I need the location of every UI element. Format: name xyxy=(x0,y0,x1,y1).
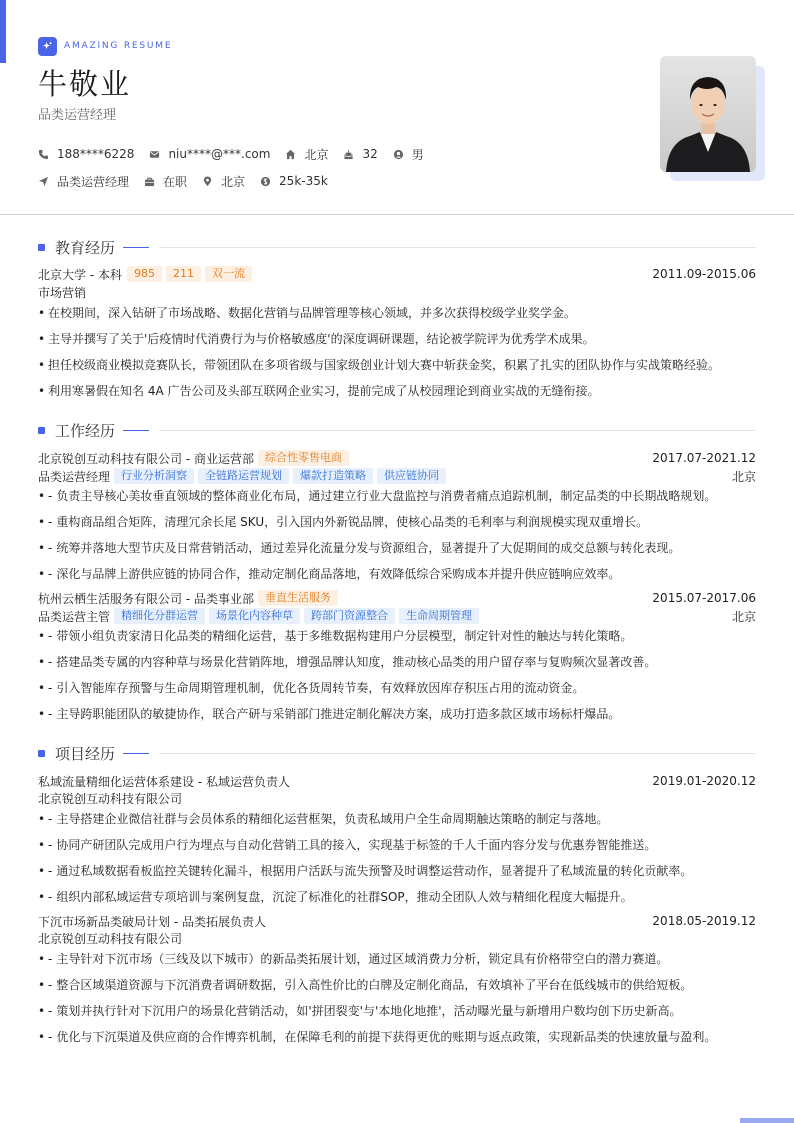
project-bullet: • - 主导针对下沉市场（三线及以下城市）的新品类拓展计划，通过区域消费力分析，锁定具有价格带空白的潜力赛道。 xyxy=(38,952,669,966)
education-header xyxy=(38,265,756,283)
accent-bar xyxy=(0,0,6,63)
project-bullet: • - 优化与下沉渠道及供应商的合作博弈机制，在保障毛利的前提下获得更优的账期与返点政策，实现新品类的快速放量与盈利。 xyxy=(38,1030,717,1044)
work-date: 2017.07-2021.12 xyxy=(652,451,756,465)
project-date: 2019.01-2020.12 xyxy=(652,774,756,788)
work-bullet: • - 负责主导核心美妆垂直领域的整体商业化布局，通过建立行业大盘监控与消费者痛点追踪机制，制定品类的中长期战略规划。 xyxy=(38,489,717,503)
skill-tag: 生命周期管理 xyxy=(399,608,479,624)
company-name: 北京锐创互动科技有限公司 - 商业运营部 xyxy=(38,451,254,466)
education-bullet: • 在校期间，深入钻研了市场战略、数据化营销与品牌管理等核心领域，并多次获得校级学业奖学金。 xyxy=(38,306,577,320)
project-name: 私域流量精细化运营体系建设 - 私域运营负责人 xyxy=(38,774,290,789)
footer-accent-bar xyxy=(740,1118,794,1123)
brand xyxy=(38,36,758,56)
target-role-info: 品类运营经理 xyxy=(38,173,129,190)
education-bullet: • 利用寒暑假在知名 4A 广告公司及头部互联网企业实习，提前完成了从校园理论到商业实战的无缝衔接。 xyxy=(38,384,600,398)
section-marker xyxy=(38,427,45,434)
candidate-name: 牛敬业 xyxy=(38,67,132,101)
salary-info: 25k-35k xyxy=(260,174,328,188)
company-tag: 综合性零售电商 xyxy=(258,450,349,466)
education-bullet: • 担任校级商业模拟竞赛队长，带领团队在多项省级与国家级创业计划大赛中斩获金奖，积累了扎实的团队协作与实战策略经验。 xyxy=(38,358,721,372)
project-bullet: • - 主导搭建企业微信社群与会员体系的精细化运营框架，负责私域用户全生命周期触达策略的制定与落地。 xyxy=(38,812,609,826)
job-info-row xyxy=(38,172,343,190)
age-info: 32 xyxy=(343,147,377,161)
work-header xyxy=(38,449,756,467)
home-info: 北京 xyxy=(285,146,328,163)
brand-text: AMAZING RESUME xyxy=(64,41,173,51)
project-bullet: • - 通过私域数据看板监控关键转化漏斗，根据用户活跃与流失预警及时调整运营动作，显著提升了私域流量的转化贡献率。 xyxy=(38,864,693,878)
edu-tag: 双一流 xyxy=(205,266,252,282)
work-bullet: • - 深化与品牌上游供应链的协同合作，推动定制化商品落地，有效降低综合采购成本并提升供应链响应效率。 xyxy=(38,567,621,581)
candidate-title: 品类运营经理 xyxy=(38,108,117,123)
briefcase-icon xyxy=(144,176,155,187)
phone-info: 188****6228 xyxy=(38,147,134,161)
education-bullet: • 主导并撰写了关于'后疫情时代消费行为与价格敏感度'的深度调研课题，结论被学院评为优秀学术成果。 xyxy=(38,332,595,346)
role-name: 品类运营主管 xyxy=(38,609,111,624)
mail-icon xyxy=(149,149,160,160)
work-header xyxy=(38,589,756,607)
work-bullet: • - 引入智能库存预警与生命周期管理机制，优化各货周转节奏，有效释放因库存积压占用的流动资金。 xyxy=(38,681,585,695)
work-bullet: • - 统筹并落地大型节庆及日常营销活动，通过差异化流量分发与资源组合，显著提升了大促期间的成交总额与转化表现。 xyxy=(38,541,681,555)
major: 市场营销 xyxy=(38,286,87,300)
section-title-education: 教育经历 xyxy=(38,237,756,257)
work-bullet: • - 带领小组负责家清日化品类的精细化运营，基于多维数据构建用户分层模型，制定针对性的触达与转化策略。 xyxy=(38,629,633,643)
status-info: 在职 xyxy=(144,173,187,190)
skill-tag: 行业分析洞察 xyxy=(114,468,194,484)
project-company: 北京锐创互动科技有限公司 xyxy=(38,932,183,946)
section-marker xyxy=(38,750,45,757)
work-role-row xyxy=(38,607,756,625)
education-date: 2011.09-2015.06 xyxy=(652,267,756,281)
skill-tag: 场景化内容种草 xyxy=(209,608,300,624)
work-date: 2015.07-2017.06 xyxy=(652,591,756,605)
email-info: niu****@***.com xyxy=(149,147,270,161)
money-icon xyxy=(260,176,271,187)
profile-photo xyxy=(660,56,756,172)
resume-header xyxy=(38,36,758,189)
company-name: 杭州云栖生活服务有限公司 - 品类事业部 xyxy=(38,591,254,606)
section-title-projects: 项目经历 xyxy=(38,743,756,763)
home-icon xyxy=(285,149,296,160)
cake-icon xyxy=(343,149,354,160)
work-bullet: • - 搭建品类专属的内容种草与场景化营销阵地，增强品牌认知度，推动核心品类的用户留存率与复购频次显著改善。 xyxy=(38,655,657,669)
edu-tag: 211 xyxy=(166,266,201,282)
section-marker xyxy=(38,244,45,251)
work-role-row xyxy=(38,467,756,485)
project-name: 下沉市场新品类破局计划 - 品类拓展负责人 xyxy=(38,914,266,929)
project-header xyxy=(38,912,756,930)
skill-tag: 全链路运营规划 xyxy=(198,468,289,484)
work-bullet: • - 重构商品组合矩阵，清理冗余长尾 SKU，引入国内外新锐品牌，使核心品类的毛利率与利润规模实现双重增长。 xyxy=(38,515,649,529)
project-bullet: • - 组织内部私域运营专项培训与案例复盘，沉淀了标准化的社群SOP，推动全团队人效与精细化程度大幅提升。 xyxy=(38,890,633,904)
company-tag: 垂直生活服务 xyxy=(258,590,338,606)
gender-info: 男 xyxy=(393,146,424,163)
project-bullet: • - 策划并执行针对下沉用户的场景化营销活动，如'拼团裂变'与'本地化地推'，活动曝光量与新增用户数均创下历史新高。 xyxy=(38,1004,682,1018)
phone-icon xyxy=(38,149,49,160)
contact-info-row xyxy=(38,145,439,163)
project-company: 北京锐创互动科技有限公司 xyxy=(38,792,183,806)
role-name: 品类运营经理 xyxy=(38,469,111,484)
work-city: 北京 xyxy=(731,609,756,624)
project-bullet: • - 整合区域渠道资源与下沉消费者调研数据，引入高性价比的白牌及定制化商品，有效填补了平台在低线城市的供给短板。 xyxy=(38,978,693,992)
gender-icon xyxy=(393,149,404,160)
section-title-work: 工作经历 xyxy=(38,420,756,440)
location-info: 北京 xyxy=(202,173,245,190)
header-divider xyxy=(0,214,794,215)
project-bullet: • - 协同产研团队完成用户行为埋点与自动化营销工具的接入，实现基于标签的千人千面内容分发与优惠券智能推送。 xyxy=(38,838,657,852)
skill-tag: 精细化分群运营 xyxy=(114,608,205,624)
location-icon xyxy=(202,176,213,187)
school-name: 北京大学 - 本科 xyxy=(38,267,122,282)
sparkle-icon xyxy=(38,37,57,56)
work-city: 北京 xyxy=(731,469,756,484)
skill-tag: 爆款打造策略 xyxy=(293,468,373,484)
work-bullet: • - 主导跨职能团队的敏捷协作，联合产研与采销部门推进定制化解决方案，成功打造多款区域市场标杆爆品。 xyxy=(38,707,621,721)
project-date: 2018.05-2019.12 xyxy=(652,914,756,928)
skill-tag: 供应链协同 xyxy=(377,468,446,484)
edu-tag: 985 xyxy=(127,266,162,282)
skill-tag: 跨部门资源整合 xyxy=(304,608,395,624)
project-header xyxy=(38,772,756,790)
send-icon xyxy=(38,176,49,187)
